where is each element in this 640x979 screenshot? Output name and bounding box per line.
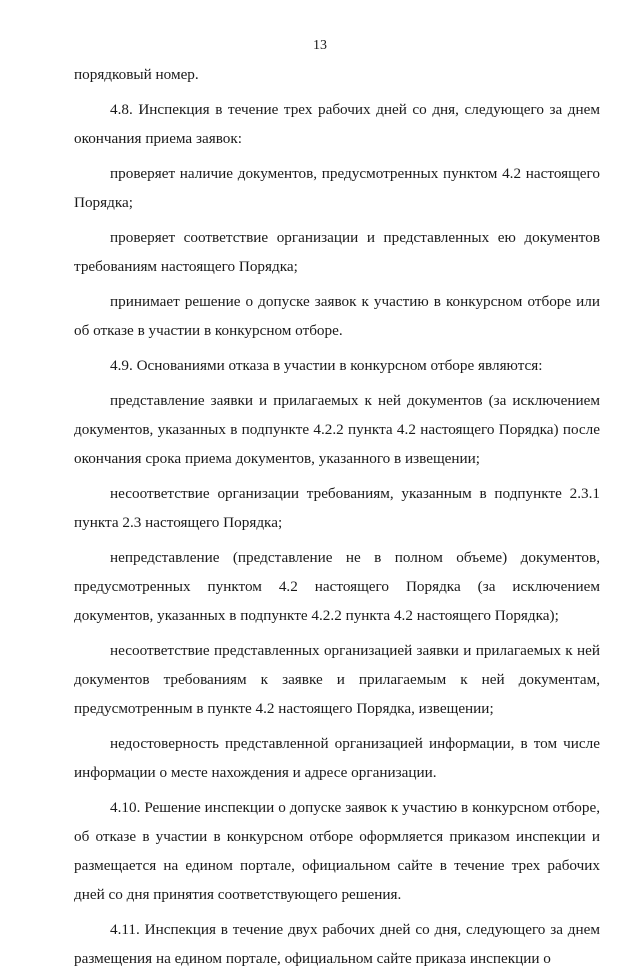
paragraph-4-10: 4.10. Решение инспекции о допуске заявок к участию в конкурсном отборе, об отказе в участии в конкурсном отборе оформляется приказом инспекции и размещается на едином портале, официальном сайте в течение трех рабочих дней со дня принятия соответствующего решения. xyxy=(74,799,600,903)
page-number: 13 xyxy=(313,38,327,53)
paragraph-4-8-item-3: принимает решение о допуске заявок к участию в конкурсном отборе или об отказе в участии в конкурсном отборе. xyxy=(74,293,600,339)
paragraph-4-9-item-1: представление заявки и прилагаемых к ней документов (за исключением документов, указанных в подпункте 4.2.2 пункта 4.2 настоящего Порядка) после окончания срока приема документов, указанного в извещении; xyxy=(74,392,600,467)
paragraph-4-9-item-4: несоответствие представленных организацией заявки и прилагаемых к ней документов требованиям к заявке и прилагаемым к ней документам, предусмотренным в пункте 4.2 настоящего Порядка, извещении; xyxy=(74,642,600,717)
paragraph-4-9-item-2: несоответствие организации требованиям, указанным в подпункте 2.3.1 пункта 2.3 настоящего Порядка; xyxy=(74,485,600,531)
paragraph-4-8: 4.8. Инспекция в течение трех рабочих дней со дня, следующего за днем окончания приема заявок: xyxy=(74,101,600,147)
document-body xyxy=(74,60,600,979)
paragraph-continuation: порядковый номер. xyxy=(74,66,199,83)
paragraph-4-9-item-3: непредставление (представление не в полном объеме) документов, предусмотренных пунктом 4.2 настоящего Порядка (за исключением документов, указанных в подпункте 4.2.2 пункта 4.2 настоящего Порядка); xyxy=(74,549,600,624)
paragraph-4-8-item-1: проверяет наличие документов, предусмотренных пунктом 4.2 настоящего Порядка; xyxy=(74,165,600,211)
paragraph-4-11: 4.11. Инспекция в течение двух рабочих дней со дня, следующего за днем размещения на едином портале, официальном сайте приказа инспекции о xyxy=(74,921,600,967)
paragraph-4-9-item-5: недостоверность представленной организацией информации, в том числе информации о месте нахождения и адресе организации. xyxy=(74,735,600,781)
paragraph-4-9: 4.9. Основаниями отказа в участии в конкурсном отборе являются: xyxy=(110,357,543,374)
paragraph-4-8-item-2: проверяет соответствие организации и представленных ею документов требованиям настоящего Порядка; xyxy=(74,229,600,275)
